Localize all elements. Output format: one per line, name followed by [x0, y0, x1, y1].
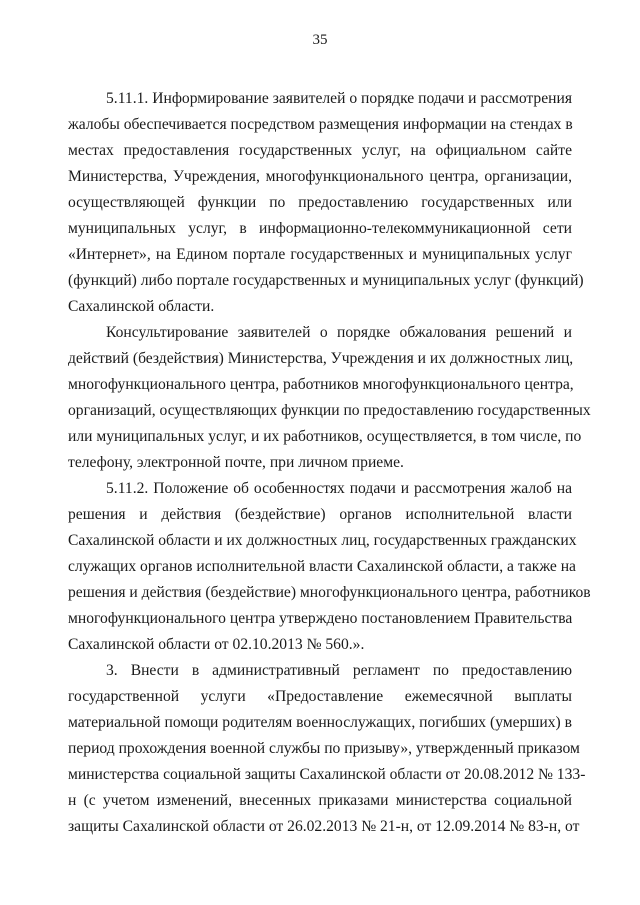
text-line: жалобы обеспечивается посредством размещения информации на стендах в	[68, 116, 573, 133]
page-number: 35	[312, 32, 328, 48]
text-line: организаций, осуществляющих функции по предоставлению государственных	[68, 402, 591, 419]
text-line: Сахалинской области и их должностных лиц, государственных гражданских	[68, 532, 577, 549]
text-line: 5.11.1. Информирование заявителей о порядке подачи и рассмотрения	[106, 90, 572, 107]
text-line: или муниципальных услуг, и их работников, осуществляется, в том числе, по	[68, 428, 582, 445]
text-line: Министерства, Учреждения, многофункционального центра, организации,	[68, 168, 572, 185]
text-line: 3. Внести в административный регламент по предоставлению	[106, 662, 572, 679]
text-line: Сахалинской области от 02.10.2013 № 560.».	[68, 636, 365, 653]
text-line: местах предоставления государственных услуг, на официальном сайте	[68, 142, 572, 159]
text-line: служащих органов исполнительной власти Сахалинской области, а также на	[68, 558, 576, 575]
text-line: (функций) либо портале государственных и муниципальных услуг (функций)	[68, 272, 584, 289]
text-line: муниципальных услуг, в информационно-телекоммуникационной сети	[68, 220, 572, 237]
text-line: осуществляющей функции по предоставлению государственных или	[68, 194, 572, 211]
text-line: телефону, электронной почте, при личном приеме.	[68, 454, 404, 471]
text-line: н (с учетом изменений, внесенных приказами министерства социальной	[68, 792, 572, 809]
text-line: «Интернет», на Едином портале государственных и муниципальных услуг	[68, 246, 572, 263]
text-line: министерства социальной защиты Сахалинской области от 20.08.2012 № 133-	[68, 766, 586, 783]
text-line: Сахалинской области.	[68, 298, 215, 315]
text-line: решения и действия (бездействие) органов исполнительной власти	[68, 506, 572, 523]
text-line: действий (бездействия) Министерства, Учреждения и их должностных лиц,	[68, 350, 574, 367]
text-line: материальной помощи родителям военнослужащих, погибших (умерших) в	[68, 714, 572, 731]
text-line: многофункционального центра утверждено постановлением Правительства	[68, 610, 573, 627]
text-line: многофункционального центра, работников многофункционального центра,	[68, 376, 574, 393]
text-line: решения и действия (бездействие) многофункционального центра, работников	[68, 584, 591, 601]
text-line: период прохождения военной службы по призыву», утвержденный приказом	[68, 740, 580, 757]
text-line: защиты Сахалинской области от 26.02.2013 № 21-н, от 12.09.2014 № 83-н, от	[68, 818, 580, 835]
text-line: Консультирование заявителей о порядке обжалования решений и	[106, 324, 572, 341]
text-line: 5.11.2. Положение об особенностях подачи и рассмотрения жалоб на	[106, 480, 572, 497]
text-line: государственной услуги «Предоставление ежемесячной выплаты	[68, 688, 572, 705]
